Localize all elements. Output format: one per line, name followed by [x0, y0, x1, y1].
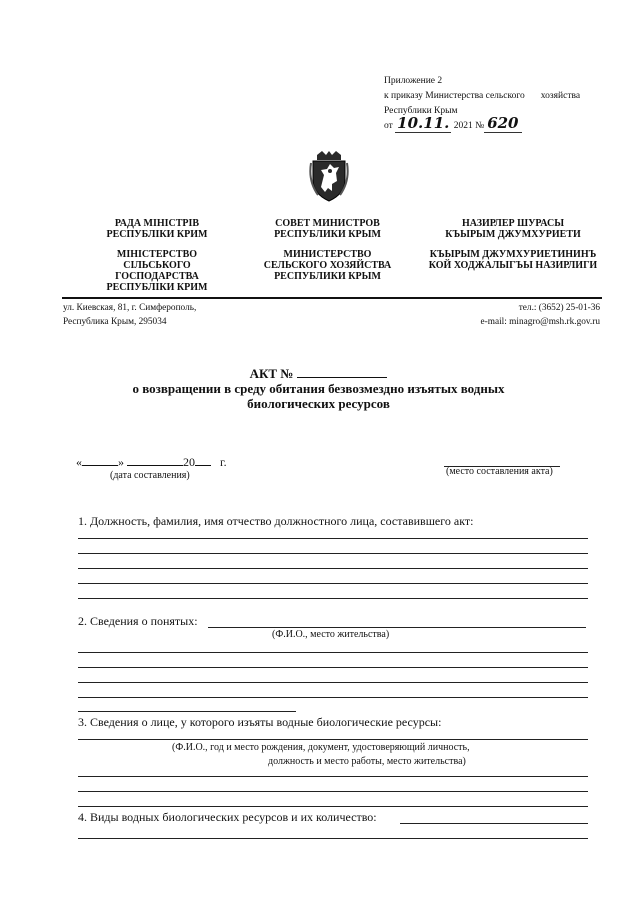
section-2-line[interactable] — [78, 711, 296, 712]
section-2-line[interactable] — [78, 667, 588, 668]
act-subtitle: о возвращении в среду обитания безвозмездно изъятых водных биологических ресурсов — [132, 381, 505, 411]
russian-column: СОВЕТ МИНИСТРОВ РЕСПУБЛИКИ КРЫМ МИНИСТЕРСТВО СЕЛЬСКОГО ХОЗЯЙСТВА РЕСПУБЛИКИ КРЫМ — [263, 218, 392, 282]
section-1-line[interactable] — [78, 568, 588, 569]
act-title: АКТ № — [0, 366, 637, 382]
section-1-line[interactable] — [78, 538, 588, 539]
order-line: к приказу Министерства сельского хозяйства — [384, 91, 581, 101]
handwritten-date: 10.11. — [397, 114, 450, 132]
section-3-line[interactable] — [78, 776, 588, 777]
section-1-line[interactable] — [78, 553, 588, 554]
date-prefix: от — [384, 121, 393, 131]
section-4-label: 4. Виды водных биологических ресурсов и их количество: — [78, 810, 377, 824]
order-date-line — [384, 116, 522, 134]
section-1-label: 1. Должность, фамилия, имя отчество должностного лица, составившего акт: — [78, 514, 474, 528]
ukrainian-column: РАДА МІНІСТРІВ РЕСПУБЛІКИ КРИМ МІНІСТЕРСТВО СІЛЬСЬКОГО ГОСПОДАРСТВА РЕСПУБЛІКИ КРИМ — [106, 218, 208, 293]
place-caption: (место составления акта) — [446, 466, 553, 477]
month-field[interactable] — [127, 465, 183, 466]
section-4-line[interactable] — [78, 838, 588, 839]
region-address: Республика Крым, 295034 — [63, 317, 167, 327]
date-row: « » 20 г. — [76, 455, 227, 469]
crimean-tatar-column: НАЗИРЛЕР ШУРАСЫ КЪЫРЫМ ДЖУМХУРИЕТИ КЪЫРЫМ ДЖУМХУРИЕТИНИНЪ КОЙ ХОДЖАЛЫГЪЫ НАЗИРЛИГИ — [428, 218, 598, 271]
order-republic: Республики Крым — [384, 106, 458, 116]
section-3-caption-2: должность и место работы, место жительства) — [268, 756, 466, 767]
section-3-line[interactable] — [78, 806, 588, 807]
section-3-line[interactable] — [78, 739, 588, 740]
phone: тел.: (3652) 25-01-36 — [518, 303, 600, 313]
handwritten-number: 620 — [484, 114, 521, 133]
section-2-line[interactable] — [78, 652, 588, 653]
section-1-line[interactable] — [78, 598, 588, 599]
witnesses-field[interactable] — [208, 627, 586, 628]
contacts-right — [420, 301, 600, 329]
date-caption: (дата составления) — [110, 470, 190, 481]
crimea-coat-of-arms-icon — [308, 151, 350, 203]
appendix-label: Приложение 2 — [384, 76, 443, 86]
section-3-label: 3. Сведения о лице, у которого изъяты водные биологические ресурсы: — [78, 715, 442, 729]
section-3-line[interactable] — [78, 791, 588, 792]
year-no: 2021 № — [453, 121, 485, 131]
appendix-header — [384, 74, 580, 119]
section-1-line[interactable] — [78, 583, 588, 584]
section-2-label: 2. Сведения о понятых: — [78, 614, 198, 628]
section-2-line[interactable] — [78, 697, 588, 698]
day-field[interactable] — [82, 465, 118, 466]
species-field[interactable] — [400, 823, 588, 824]
email: e-mail: minagro@msh.rk.gov.ru — [480, 317, 600, 327]
year-field[interactable] — [195, 465, 211, 466]
section-3-caption-1: (Ф.И.О., год и место рождения, документ, удостоверяющий личность, — [172, 742, 470, 753]
header-divider — [62, 297, 602, 299]
section-2-line[interactable] — [78, 682, 588, 683]
street-address: ул. Киевская, 81, г. Симферополь, — [63, 303, 197, 313]
address-left — [63, 301, 196, 329]
section-2-caption: (Ф.И.О., место жительства) — [272, 629, 390, 640]
